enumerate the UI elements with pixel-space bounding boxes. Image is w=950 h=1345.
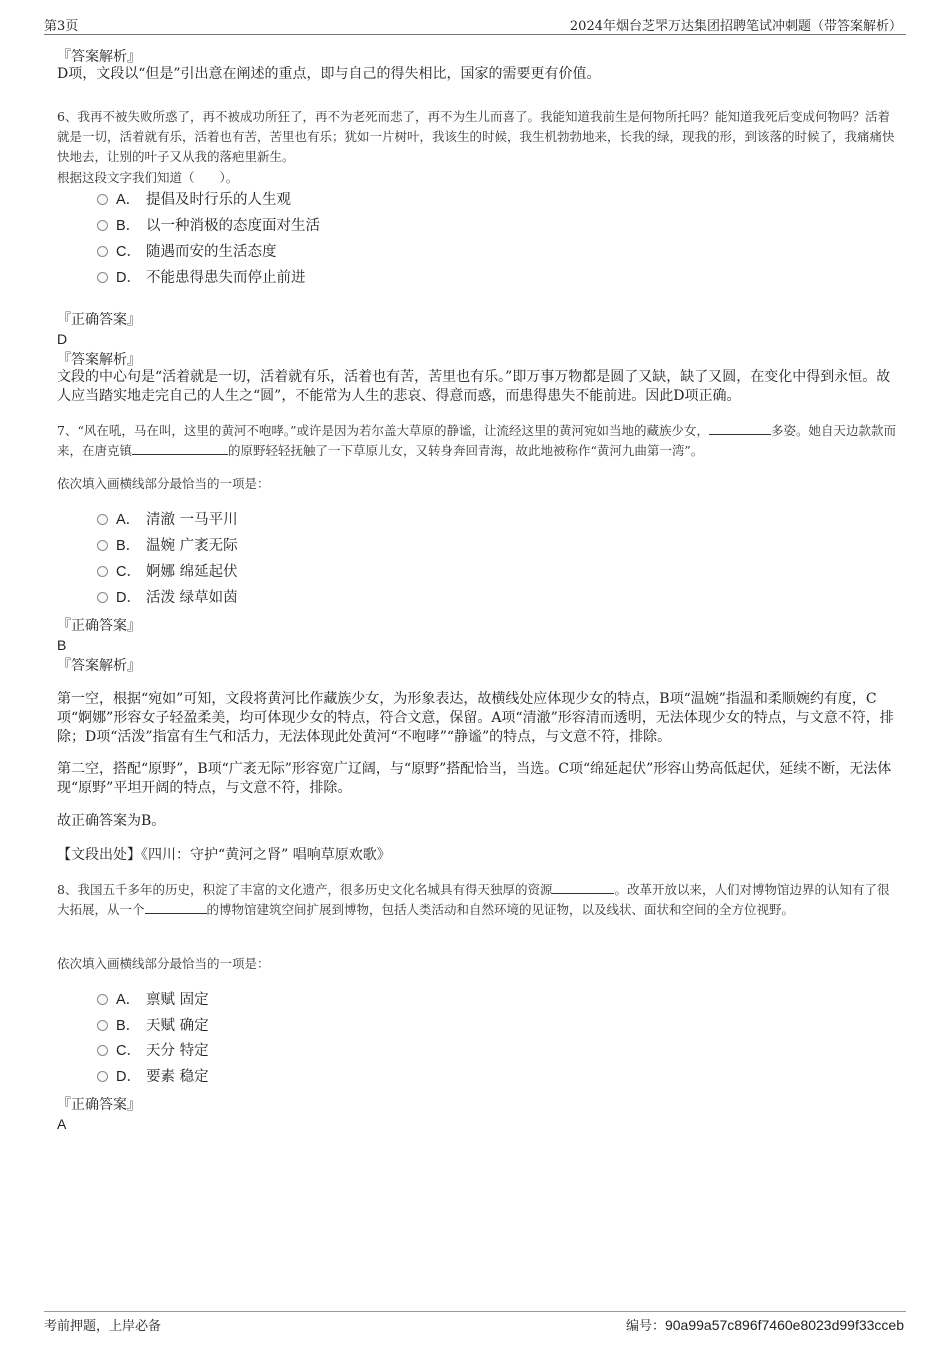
footer-slogan: 考前押题，上岸必备 bbox=[44, 1319, 162, 1334]
q5-analysis-text: D项，文段以“但是”引出意在阐述的重点，即与自己的得失相比，国家的需要更有价值。 bbox=[57, 66, 601, 82]
q7-analysis-p2: 第二空，搭配“原野”，B项“广袤无际”形容宽广辽阔，与“原野”搭配恰当，当选。C项“绵延起伏”形容山势高低起伏，延续不断，无法体现“原野”平坦开阔的特点，与文意不符，排除。 bbox=[57, 761, 892, 796]
page-number: 第3页 bbox=[44, 19, 79, 34]
radio-icon[interactable] bbox=[97, 994, 108, 1005]
radio-icon[interactable] bbox=[97, 1020, 108, 1031]
q6-correct-label: 『正确答案』 bbox=[57, 312, 141, 328]
blank-1 bbox=[709, 422, 771, 435]
document-code: 编号：90a99a57c896f7460e8023d99f33cceb bbox=[625, 1317, 904, 1334]
q8-option-d[interactable]: D． 要素 稳定 bbox=[97, 1066, 209, 1088]
document-title: 2024年烟台芝罘万达集团招聘笔试冲刺题（带答案解析） bbox=[569, 19, 902, 34]
q6-option-b[interactable]: B． 以一种消极的态度面对生活 bbox=[97, 215, 320, 237]
q7-stem: 7、“风在吼，马在叫，这里的黄河不咆哮。”或许是因为若尔盖大草原的静谧，让流经这里的黄河宛如当地的藏族少女， 多姿。她自天边款款而来，在唐克镇 的原野轻轻抚触了一下草原儿女，又转身奔回青海，故此地被称作“黄河九曲第一湾”。 bbox=[57, 423, 897, 458]
q8-stem: 8、我国五千多年的历史，积淀了丰富的文化遗产，很多历史文化名城具有得天独厚的资源 。改革开放以来，人们对博物馆边界的认知有了很大拓展，从一个 的博物馆建筑空间扩展到博物，包括人类活动和自然环境的见证物，以及线状、面状和空间的全方位视野。 bbox=[57, 882, 890, 917]
q7-option-b[interactable]: B． 温婉 广袤无际 bbox=[97, 535, 238, 557]
radio-icon[interactable] bbox=[97, 1045, 108, 1056]
radio-icon[interactable] bbox=[97, 540, 108, 551]
q8-prompt: 依次填入画横线部分最恰当的一项是： bbox=[57, 956, 270, 971]
radio-icon[interactable] bbox=[97, 566, 108, 577]
q7-answer: B bbox=[57, 637, 67, 653]
q7-option-d[interactable]: D． 活泼 绿草如茵 bbox=[97, 587, 238, 609]
q6-analysis-label: 『答案解析』 bbox=[57, 352, 141, 368]
q7-analysis-p3: 故正确答案为B。 bbox=[57, 813, 166, 829]
radio-icon[interactable] bbox=[97, 246, 108, 257]
radio-icon[interactable] bbox=[97, 194, 108, 205]
q7-source: 【文段出处】《四川：守护“黄河之肾” 唱响草原欢歌》 bbox=[57, 847, 391, 863]
q6-option-d[interactable]: D． 不能患得患失而停止前进 bbox=[97, 267, 306, 289]
q8-option-b[interactable]: B． 天赋 确定 bbox=[97, 1015, 209, 1037]
q5-analysis-label: 『答案解析』 bbox=[57, 49, 141, 65]
radio-icon[interactable] bbox=[97, 592, 108, 603]
blank-2 bbox=[145, 901, 207, 914]
radio-icon[interactable] bbox=[97, 514, 108, 525]
page-footer bbox=[44, 1311, 906, 1334]
blank-2 bbox=[132, 442, 228, 455]
q6-prompt: 根据这段文字我们知道（ ）。 bbox=[57, 170, 239, 185]
blank-1 bbox=[552, 881, 614, 894]
q8-option-a[interactable]: A． 禀赋 固定 bbox=[97, 989, 209, 1011]
q6-analysis-text: 文段的中心句是“活着就是一切，活着就有乐，活着也有苦，苦里也有乐。”即万事万物都是圆了又缺，缺了又圆，在变化中得到永恒。故人应当踏实地走完自己的人生之“圆”，不能常为人生的悲哀、得意而惑，而患得患失不能前进。因此D项正确。 bbox=[57, 369, 891, 404]
q6-option-c[interactable]: C． 随遇而安的生活态度 bbox=[97, 241, 277, 263]
q7-analysis-p1: 第一空，根据“宛如”可知，文段将黄河比作藏族少女，为形象表达，故横线处应体现少女的特点，B项“温婉”指温和柔顺婉约有度，C项“婀娜”形容女子轻盈柔美，均可体现少女的特点，符合文意，保留。A项“清澈”形容清而透明，无法体现少女的特点，与文意不符，排除；D项“活泼”指富有生气和活力，无法体现此处黄河“不咆哮”“静谧”的特点，与文意不符，排除。 bbox=[57, 691, 894, 745]
q6-option-a[interactable]: A． 提倡及时行乐的人生观 bbox=[97, 189, 291, 211]
radio-icon[interactable] bbox=[97, 1071, 108, 1082]
q7-analysis-label: 『答案解析』 bbox=[57, 658, 141, 674]
q6-answer: D bbox=[57, 331, 68, 347]
q7-correct-label: 『正确答案』 bbox=[57, 618, 141, 634]
q8-answer: A bbox=[57, 1116, 67, 1132]
q7-option-c[interactable]: C． 婀娜 绵延起伏 bbox=[97, 561, 238, 583]
q8-correct-label: 『正确答案』 bbox=[57, 1097, 141, 1113]
q7-prompt: 依次填入画横线部分最恰当的一项是： bbox=[57, 476, 270, 491]
page-header bbox=[44, 14, 906, 35]
radio-icon[interactable] bbox=[97, 272, 108, 283]
q6-stem: 6、我再不被失败所惑了，再不被成功所狂了，再不为老死而悲了，再不为生儿而喜了。我能知道我前生是何物所托吗？能知道我死后变成何物吗？活着就是一切，活着就有乐，活着也有苦，苦里也有乐；犹如一片树叶，我该生的时候，我生机勃勃地来，长我的绿，现我的形，到该落的时候了，我痛痛快快地去，让别的叶子又从我的落疤里新生。 bbox=[57, 109, 895, 164]
q7-option-a[interactable]: A． 清澈 一马平川 bbox=[97, 509, 238, 531]
q8-option-c[interactable]: C． 天分 特定 bbox=[97, 1040, 209, 1062]
radio-icon[interactable] bbox=[97, 220, 108, 231]
